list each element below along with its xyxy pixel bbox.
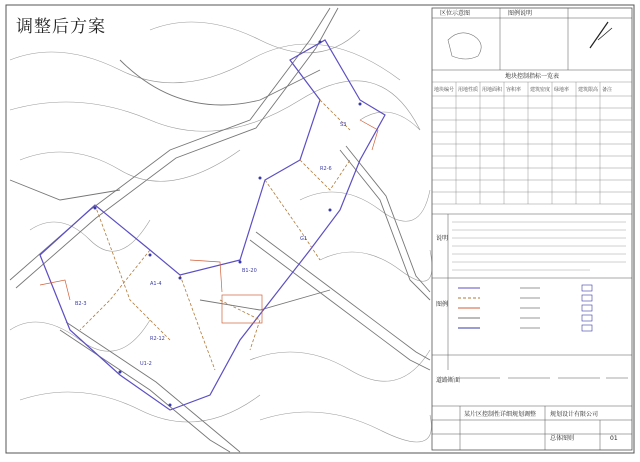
parcel-label-s3: S3 — [340, 122, 347, 128]
col-parcel-no: 地块编号 — [434, 87, 455, 93]
drawing-number: 01 — [610, 435, 618, 442]
col-area: 用地面积 — [482, 87, 503, 93]
parcel-label-u1-2: U1-2 — [140, 361, 152, 367]
company-name: 规划设计有限公司 — [550, 411, 599, 418]
section-label: 道路断面 — [436, 377, 461, 384]
col-land-use: 用地性质 — [458, 87, 479, 93]
col-far: 容积率 — [506, 87, 522, 93]
project-name: 某片区控制性详细规划调整 — [464, 411, 537, 418]
col-green: 绿地率 — [554, 87, 570, 93]
notes-label: 说明 — [436, 235, 449, 242]
title-block — [432, 8, 632, 450]
parcel-label-g1: G1 — [300, 236, 308, 242]
table-header: 地块控制指标一览表 — [505, 73, 560, 80]
parcel-label-b1-20: B1-20 — [242, 268, 257, 274]
parcel-label-b2-3: B2-3 — [75, 301, 87, 307]
parcel-label-r2-6: R2-6 — [320, 166, 332, 172]
scheme-title: 调整后方案 — [16, 17, 106, 37]
location-header: 区位示意图 — [440, 10, 471, 17]
col-remark: 备注 — [602, 87, 613, 93]
parcel-label-a1-4: A1-4 — [150, 281, 162, 287]
legend-label: 图例 — [436, 301, 449, 308]
parcel-label-r2-12: R2-12 — [150, 336, 165, 342]
legend-header: 图例说明 — [508, 10, 533, 17]
drawing-name: 总体图则 — [550, 435, 575, 442]
col-height: 建筑限高 — [578, 87, 599, 93]
col-density: 建筑密度 — [530, 87, 551, 93]
